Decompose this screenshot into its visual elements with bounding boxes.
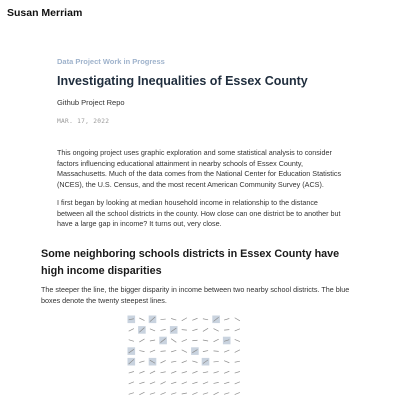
- slope-line: [224, 393, 229, 395]
- slope-line: [150, 340, 155, 341]
- slope-line: [224, 350, 229, 352]
- slope-line: [203, 351, 208, 352]
- slope-line: [203, 328, 208, 331]
- slope-line: [139, 382, 144, 384]
- section-heading: Some neighboring schools districts in Essex County have high income disparities: [41, 248, 340, 277]
- small-multiples-plot: [120, 308, 250, 400]
- slope-line: [203, 372, 208, 373]
- slope-line: [139, 339, 144, 342]
- slope-line: [235, 329, 240, 331]
- slope-line: [182, 318, 187, 321]
- slope-line: [139, 361, 144, 363]
- slope-line: [161, 382, 166, 385]
- slope-line: [129, 382, 134, 384]
- slope-line: [150, 329, 155, 331]
- slope-line: [182, 393, 187, 394]
- slope-line: [139, 371, 144, 373]
- slope-line: [203, 319, 208, 320]
- slope-line: [161, 351, 166, 352]
- slope-line: [182, 339, 187, 341]
- slope-line: [129, 329, 134, 332]
- slope-line: [214, 372, 219, 374]
- slope-line: [139, 392, 144, 395]
- method-paragraph: I first began by looking at median household income in relationship to the distance between all the school districts in the county. How close can one district be to another but have a large gap in income? It turns out, very close.: [57, 198, 341, 229]
- slope-line: [129, 340, 134, 342]
- slope-line: [171, 319, 176, 321]
- slope-line: [139, 318, 144, 321]
- slope-line: [235, 350, 240, 353]
- slope-line: [171, 393, 176, 395]
- article-kicker[interactable]: Data Project Work in Progress: [57, 57, 165, 66]
- slope-line: [192, 382, 197, 384]
- slope-line: [192, 340, 197, 341]
- slope-line: [161, 392, 166, 394]
- slope-line: [214, 329, 219, 332]
- slope-line: [129, 393, 134, 395]
- slope-line: [192, 318, 197, 320]
- slope-line: [235, 361, 240, 362]
- slope-line: [224, 330, 229, 331]
- slope-line: [171, 350, 176, 352]
- slope-line: [235, 339, 240, 341]
- slope-line: [161, 360, 166, 363]
- slope-line: [171, 382, 176, 384]
- page-title: Investigating Inequalities of Essex County: [57, 74, 308, 88]
- slope-line: [224, 371, 229, 373]
- slope-line: [192, 371, 197, 373]
- slope-line: [214, 361, 219, 362]
- slope-line: [150, 393, 155, 395]
- small-multiples-svg: [120, 308, 250, 400]
- slope-line: [214, 392, 219, 395]
- slope-line: [192, 392, 197, 394]
- slope-line: [214, 382, 219, 383]
- slope-line: [150, 350, 155, 352]
- slope-line: [182, 330, 187, 331]
- site-name[interactable]: Susan Merriam: [7, 7, 83, 19]
- slope-line: [224, 361, 229, 363]
- github-repo-link[interactable]: Github Project Repo: [57, 98, 125, 107]
- slope-line: [182, 361, 187, 363]
- section-paragraph: The steeper the line, the bigger disparity in income between two nearby school districts. The blue boxes denote the twenty steepest lines.: [41, 285, 350, 305]
- slope-line: [235, 372, 240, 374]
- slope-line: [203, 393, 208, 395]
- slope-line: [203, 382, 208, 384]
- slope-line: [150, 382, 155, 384]
- slope-line: [129, 372, 134, 374]
- slope-line: [192, 361, 197, 363]
- slope-line: [182, 372, 187, 374]
- slope-line: [203, 340, 208, 341]
- slope-line: [171, 371, 176, 373]
- slope-line: [171, 339, 176, 343]
- slope-line: [150, 371, 155, 374]
- slope-line: [214, 351, 219, 352]
- slope-line: [214, 339, 219, 342]
- slope-line: [235, 318, 240, 321]
- slope-line: [235, 392, 240, 394]
- slope-line: [139, 351, 144, 352]
- intro-paragraph: This ongoing project uses graphic exploration and some statistical analysis to consider factors influencing educational attainment in nearby schools of Essex County, Massachusetts. Much of the data comes from the National Center for Education Statistics (NCES), the U.S. Census, and the most recent American Community Survey (ACS).: [57, 148, 342, 189]
- slope-line: [171, 361, 176, 362]
- slope-line: [224, 319, 229, 321]
- slope-line: [182, 382, 187, 384]
- slope-line: [161, 319, 166, 320]
- slope-line: [161, 329, 166, 330]
- slope-line: [161, 372, 166, 373]
- slope-line: [235, 382, 240, 384]
- slope-line: [192, 329, 197, 331]
- publish-date: MAR. 17, 2022: [57, 118, 110, 125]
- slope-line: [224, 382, 229, 384]
- slope-line: [182, 350, 187, 353]
